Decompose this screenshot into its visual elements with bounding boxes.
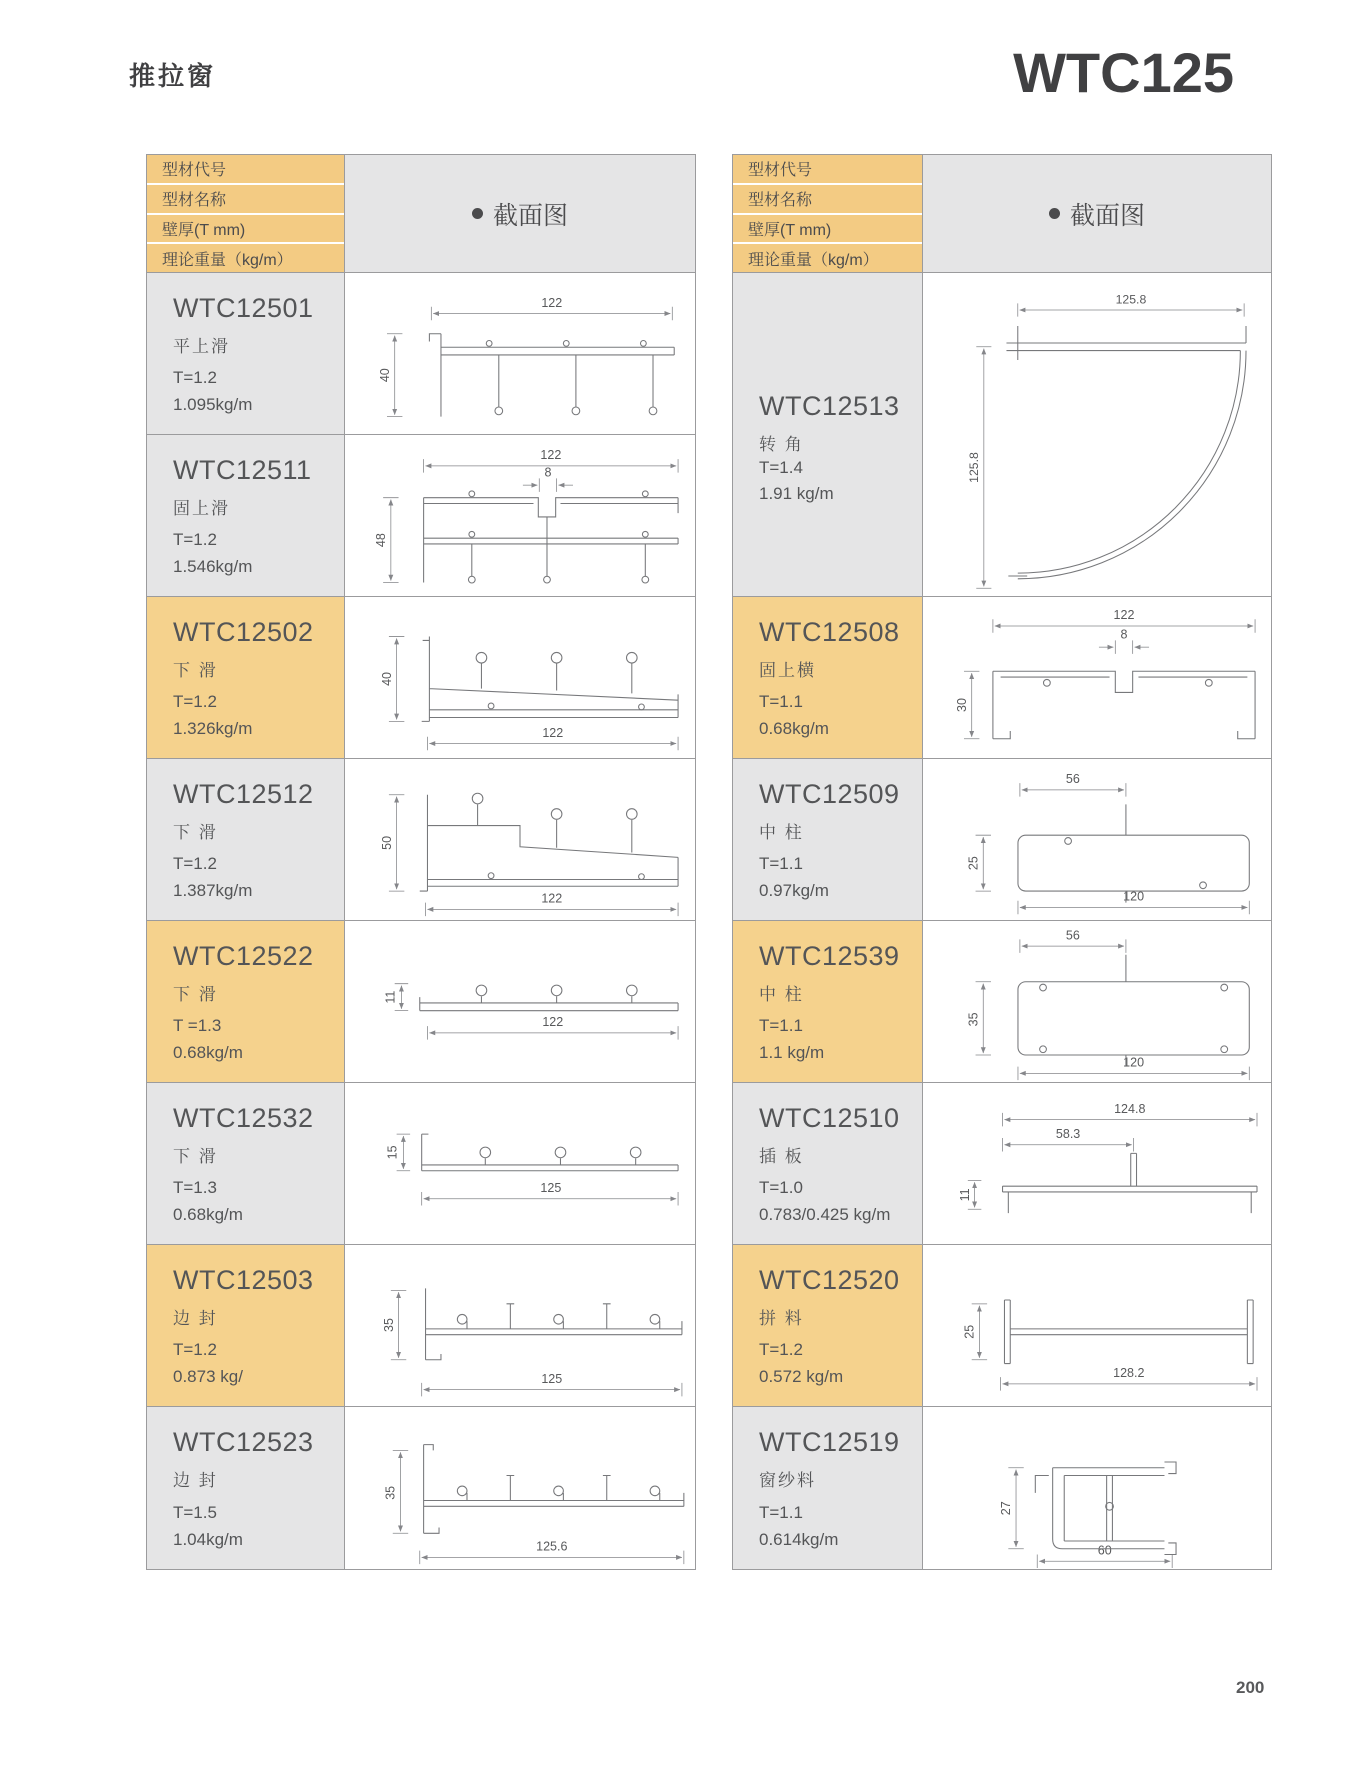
section-diagram (923, 760, 1271, 920)
section-diagram (346, 1408, 694, 1568)
profile-weight: 0.572 kg/m (759, 1366, 844, 1386)
header-section-diagram (345, 155, 695, 272)
profile-weight: 1.095kg/m (173, 394, 253, 414)
profile-code: WTC12519 (759, 1427, 900, 1457)
profile-name: 下 滑 (173, 661, 218, 680)
profile-code: WTC12510 (759, 1103, 900, 1133)
section-diagram-cell (345, 1407, 695, 1569)
dim-label: 40 (379, 671, 394, 686)
profile-info-cell (733, 1083, 923, 1244)
profile-info-cell (147, 1407, 345, 1569)
profile-name: 下 滑 (173, 985, 218, 1004)
dim-label: 122 (542, 1014, 564, 1029)
header-theoretical-weight: 理论重量（kg/m） (147, 244, 344, 272)
section-diagram-cell (345, 759, 695, 920)
profile-code: WTC12532 (173, 1103, 314, 1133)
header-label-column (733, 155, 923, 272)
profile-info-cell (147, 1083, 345, 1244)
dim-label: 8 (1120, 626, 1128, 641)
bullet-icon (472, 208, 483, 219)
dim-label: 122 (541, 891, 563, 906)
header-section-diagram (923, 155, 1271, 272)
profile-name: 固上横 (759, 661, 816, 680)
profile-code: WTC12522 (173, 941, 314, 971)
profile-weight: 1.91 kg/m (759, 484, 834, 504)
dim-label: 122 (541, 295, 563, 310)
profile-table-right (732, 154, 1272, 1570)
profile-thickness: T=1.2 (759, 1340, 803, 1360)
profile-code: WTC12523 (173, 1427, 314, 1457)
profile-info-cell (733, 759, 923, 920)
table-row (147, 1407, 695, 1569)
dim-label: 11 (383, 990, 398, 1004)
section-diagram-cell (923, 921, 1271, 1082)
profile-code: WTC12503 (173, 1265, 314, 1295)
profile-weight: 0.614kg/m (759, 1529, 839, 1549)
table-row (147, 1245, 695, 1407)
profile-code: WTC12511 (173, 455, 312, 485)
dim-label: 125.6 (536, 1539, 568, 1554)
dim-label: 125 (541, 1371, 563, 1386)
dim-label: 30 (954, 697, 969, 712)
section-diagram-cell (923, 273, 1271, 596)
profile-thickness: T=1.1 (759, 692, 803, 712)
header-profile-name: 型材名称 (147, 185, 344, 215)
dim-label: 50 (379, 835, 394, 850)
profile-info-cell (733, 273, 923, 596)
profile-info-cell (147, 1245, 345, 1406)
profile-code: WTC12501 (173, 293, 314, 323)
section-diagram-cell (923, 1407, 1271, 1569)
profile-weight: 1.387kg/m (173, 880, 253, 900)
dim-label: 125.8 (1115, 292, 1147, 307)
section-diagram (923, 1408, 1271, 1568)
dim-label: 15 (385, 1144, 400, 1159)
table-row (733, 1245, 1271, 1407)
section-diagram-cell (923, 1083, 1271, 1244)
section-diagram (923, 1246, 1271, 1406)
section-diagram (346, 436, 694, 596)
profile-thickness: T=1.2 (173, 854, 217, 874)
dim-label: 40 (377, 367, 392, 382)
profile-name: 边 封 (173, 1309, 218, 1328)
section-diagram (346, 760, 694, 920)
dim-label: 35 (381, 1317, 396, 1332)
profile-thickness: T=1.4 (759, 458, 803, 477)
page-title: 推拉窗 (129, 61, 217, 91)
profile-thickness: T=1.1 (759, 1016, 803, 1036)
series-title: WTC125 (1013, 41, 1234, 104)
profile-name: 插 板 (759, 1147, 804, 1166)
dim-label: 56 (1065, 927, 1080, 942)
header-profile-code: 型材代号 (147, 155, 344, 185)
section-diagram (927, 277, 1267, 592)
profile-thickness: T =1.3 (173, 1016, 222, 1036)
dim-label: 60 (1097, 1543, 1112, 1558)
profile-thickness: T=1.1 (759, 1503, 803, 1523)
section-diagram-cell (345, 273, 695, 434)
profile-weight: 0.68kg/m (173, 1042, 243, 1062)
section-diagram (346, 922, 694, 1082)
header-profile-code: 型材代号 (733, 155, 922, 185)
profile-info-cell (147, 597, 345, 758)
profile-name: 下 滑 (173, 823, 218, 842)
profile-name: 中 柱 (759, 985, 804, 1004)
table-row (147, 759, 695, 921)
table-header (733, 155, 1271, 273)
header-label-column (147, 155, 345, 272)
dim-label: 124.8 (1114, 1101, 1146, 1116)
section-diagram (923, 922, 1271, 1082)
dim-label: 25 (966, 855, 981, 870)
profile-weight: 1.1 kg/m (759, 1042, 825, 1062)
dim-label: 122 (540, 447, 562, 462)
section-diagram-cell (923, 597, 1271, 758)
profile-code: WTC12513 (759, 391, 900, 421)
bullet-icon (1049, 208, 1060, 219)
dim-label: 11 (957, 1187, 972, 1201)
section-diagram-cell (345, 597, 695, 758)
profile-weight: 0.783/0.425 kg/m (759, 1204, 891, 1224)
profile-info-cell (147, 273, 345, 434)
section-diagram-cell (923, 1245, 1271, 1406)
profile-thickness: T=1.2 (173, 530, 217, 550)
section-diagram (346, 598, 694, 758)
table-row (733, 921, 1271, 1083)
profile-thickness: T=1.0 (759, 1178, 803, 1198)
profile-name: 拼 料 (759, 1309, 804, 1328)
section-diagram-cell (345, 1083, 695, 1244)
profile-info-cell (733, 1407, 923, 1569)
section-diagram-cell (345, 435, 695, 596)
profile-table-left (146, 154, 696, 1570)
dim-label: 35 (383, 1485, 398, 1500)
profile-code: WTC12539 (759, 941, 900, 971)
table-row (733, 1083, 1271, 1245)
profile-name: 窗纱料 (759, 1471, 816, 1490)
table-row (733, 1407, 1271, 1569)
profile-info-cell (733, 1245, 923, 1406)
profile-code: WTC12509 (759, 779, 900, 809)
table-row (147, 597, 695, 759)
profile-info-cell (147, 921, 345, 1082)
table-row (147, 435, 695, 597)
table-header (147, 155, 695, 273)
table-row (147, 921, 695, 1083)
dim-label: 125 (540, 1180, 562, 1195)
header-theoretical-weight: 理论重量（kg/m） (733, 244, 922, 272)
profile-thickness: T=1.2 (173, 1340, 217, 1360)
section-diagram-cell (345, 921, 695, 1082)
table-row (147, 273, 695, 435)
dim-label: 35 (966, 1011, 981, 1026)
section-diagram-label: 截面图 (492, 201, 568, 230)
dim-label: 125.8 (967, 452, 982, 483)
section-diagram-cell (923, 759, 1271, 920)
profile-weight: 0.68kg/m (173, 1204, 243, 1224)
profile-name: 中 柱 (759, 823, 804, 842)
profile-info-cell (147, 435, 345, 596)
profile-info-cell (733, 597, 923, 758)
dim-label: 120 (1123, 889, 1145, 904)
dim-label: 8 (544, 464, 552, 479)
table-row (733, 759, 1271, 921)
profile-weight: 1.546kg/m (173, 556, 253, 576)
profile-code: WTC12520 (759, 1265, 900, 1295)
table-row (733, 273, 1271, 597)
dim-label: 122 (1113, 607, 1135, 622)
profile-thickness: T=1.5 (173, 1503, 217, 1523)
profile-thickness: T=1.2 (173, 692, 217, 712)
dim-label: 25 (962, 1324, 977, 1339)
profile-weight: 0.97kg/m (759, 880, 829, 900)
profile-code: WTC12512 (173, 779, 314, 809)
dim-label: 48 (374, 532, 389, 547)
profile-info-cell (733, 921, 923, 1082)
profile-thickness: T=1.2 (173, 368, 217, 388)
table-row (147, 1083, 695, 1245)
dim-label: 122 (542, 725, 564, 740)
dim-label: 120 (1123, 1055, 1145, 1070)
page-number: 200 (1236, 1678, 1265, 1697)
dim-label: 27 (999, 1501, 1014, 1516)
dim-label: 56 (1065, 771, 1080, 786)
profile-name: 转 角 (759, 435, 804, 454)
profile-code: WTC12502 (173, 617, 314, 647)
header-wall-thickness: 壁厚(T mm) (733, 215, 922, 245)
section-diagram (346, 274, 694, 434)
table-row (733, 597, 1271, 759)
profile-weight: 0.68kg/m (759, 718, 829, 738)
header-wall-thickness: 壁厚(T mm) (147, 215, 344, 245)
dim-label: 58.3 (1055, 1126, 1081, 1141)
profile-thickness: T=1.3 (173, 1178, 217, 1198)
section-diagram-cell (345, 1245, 695, 1406)
section-diagram-label: 截面图 (1069, 201, 1145, 230)
profile-weight: 0.873 kg/ (173, 1366, 243, 1386)
profile-weight: 1.04kg/m (173, 1529, 243, 1549)
section-diagram (346, 1246, 694, 1406)
profile-name: 边 封 (173, 1471, 218, 1490)
section-diagram (346, 1084, 694, 1244)
section-diagram (923, 1084, 1271, 1244)
dim-label: 128.2 (1113, 1365, 1145, 1380)
profile-thickness: T=1.1 (759, 854, 803, 874)
profile-name: 下 滑 (173, 1147, 218, 1166)
profile-code: WTC12508 (759, 617, 900, 647)
profile-info-cell (147, 759, 345, 920)
section-diagram (923, 598, 1271, 758)
profile-weight: 1.326kg/m (173, 718, 253, 738)
header-profile-name: 型材名称 (733, 185, 922, 215)
profile-name: 平上滑 (173, 337, 230, 356)
profile-name: 固上滑 (173, 499, 230, 518)
